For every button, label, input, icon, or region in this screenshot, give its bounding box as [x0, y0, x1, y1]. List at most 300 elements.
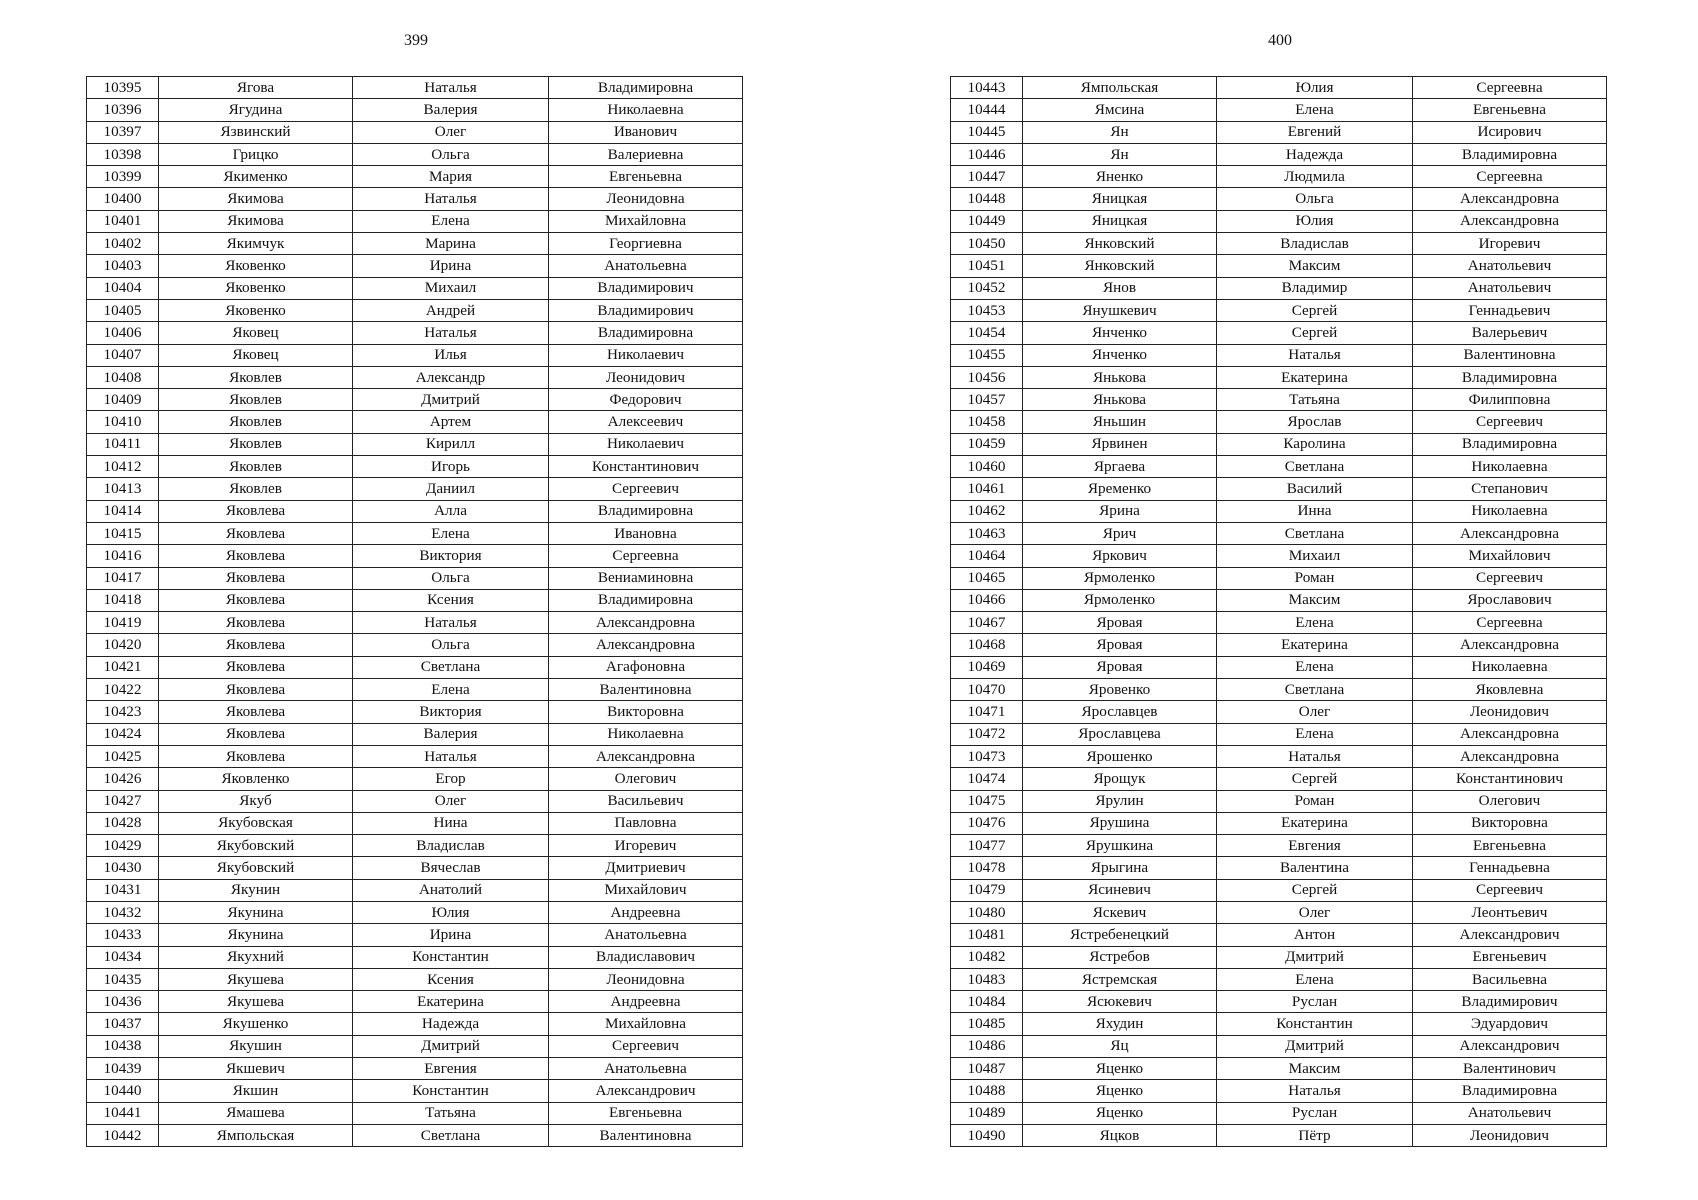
record-number: 10447	[951, 166, 1023, 188]
last-name: Яковлева	[159, 656, 353, 678]
last-name: Янченко	[1023, 322, 1217, 344]
patronymic: Анатольевич	[1413, 255, 1607, 277]
record-number: 10439	[87, 1058, 159, 1080]
patronymic: Александровна	[1413, 210, 1607, 232]
record-number: 10418	[87, 589, 159, 611]
patronymic: Сергеевич	[1413, 567, 1607, 589]
patronymic: Владимировна	[1413, 366, 1607, 388]
patronymic: Иванович	[549, 121, 743, 143]
first-name: Ольга	[1217, 188, 1413, 210]
record-number: 10433	[87, 924, 159, 946]
last-name: Яковлев	[159, 366, 353, 388]
record-number: 10473	[951, 745, 1023, 767]
record-number: 10462	[951, 500, 1023, 522]
table-row	[87, 433, 743, 455]
last-name: Ярославцева	[1023, 723, 1217, 745]
patronymic: Леонидович	[1413, 1124, 1607, 1146]
patronymic: Андреевна	[549, 901, 743, 923]
record-number: 10459	[951, 433, 1023, 455]
table-row	[87, 857, 743, 879]
last-name: Яненко	[1023, 166, 1217, 188]
table-row	[951, 322, 1607, 344]
first-name: Роман	[1217, 790, 1413, 812]
last-name: Якунин	[159, 879, 353, 901]
last-name: Янушкевич	[1023, 299, 1217, 321]
record-number: 10425	[87, 745, 159, 767]
patronymic: Яковлевна	[1413, 679, 1607, 701]
table-row	[87, 812, 743, 834]
first-name: Ксения	[353, 968, 549, 990]
patronymic: Александрович	[1413, 1035, 1607, 1057]
patronymic: Леонтьевич	[1413, 901, 1607, 923]
first-name: Юлия	[353, 901, 549, 923]
patronymic: Вениаминовна	[549, 567, 743, 589]
record-number: 10478	[951, 857, 1023, 879]
patronymic: Александровна	[1413, 745, 1607, 767]
last-name: Ян	[1023, 143, 1217, 165]
last-name: Яргаева	[1023, 456, 1217, 478]
table-row	[951, 835, 1607, 857]
table-row	[951, 299, 1607, 321]
record-number: 10460	[951, 456, 1023, 478]
first-name: Юлия	[1217, 77, 1413, 99]
table-row	[951, 768, 1607, 790]
last-name: Янов	[1023, 277, 1217, 299]
last-name: Яковлева	[159, 545, 353, 567]
first-name: Игорь	[353, 456, 549, 478]
first-name: Наталья	[353, 77, 549, 99]
record-number: 10450	[951, 233, 1023, 255]
first-name: Наталья	[353, 188, 549, 210]
table-row	[87, 545, 743, 567]
last-name: Яковлева	[159, 522, 353, 544]
first-name: Владимир	[1217, 277, 1413, 299]
last-name: Яковенко	[159, 299, 353, 321]
record-number: 10429	[87, 835, 159, 857]
table-row	[87, 723, 743, 745]
table-row	[951, 77, 1607, 99]
table-row	[951, 790, 1607, 812]
patronymic: Анатольевна	[549, 255, 743, 277]
patronymic: Владимирович	[549, 277, 743, 299]
first-name: Елена	[353, 679, 549, 701]
first-name: Сергей	[1217, 299, 1413, 321]
last-name: Якухний	[159, 946, 353, 968]
patronymic: Николаевич	[549, 433, 743, 455]
first-name: Владислав	[1217, 233, 1413, 255]
last-name: Якимчук	[159, 233, 353, 255]
patronymic: Олегович	[1413, 790, 1607, 812]
first-name: Светлана	[1217, 522, 1413, 544]
record-number: 10411	[87, 433, 159, 455]
record-number: 10452	[951, 277, 1023, 299]
page-number-right: 400	[1268, 32, 1292, 49]
table-row	[951, 545, 1607, 567]
first-name: Светлана	[353, 656, 549, 678]
first-name: Елена	[1217, 656, 1413, 678]
last-name: Якимова	[159, 188, 353, 210]
record-number: 10463	[951, 522, 1023, 544]
patronymic: Евгеньевна	[1413, 99, 1607, 121]
first-name: Екатерина	[353, 991, 549, 1013]
patronymic: Александровна	[1413, 188, 1607, 210]
patronymic: Филипповна	[1413, 389, 1607, 411]
patronymic: Анатольевна	[549, 1058, 743, 1080]
last-name: Ярмоленко	[1023, 589, 1217, 611]
patronymic: Алексеевич	[549, 411, 743, 433]
first-name: Юлия	[1217, 210, 1413, 232]
record-number: 10480	[951, 901, 1023, 923]
table-row	[951, 1124, 1607, 1146]
last-name: Ярич	[1023, 522, 1217, 544]
last-name: Яковлев	[159, 411, 353, 433]
table-row	[951, 166, 1607, 188]
record-number: 10446	[951, 143, 1023, 165]
last-name: Ярмоленко	[1023, 567, 1217, 589]
last-name: Ястремская	[1023, 968, 1217, 990]
table-row	[87, 188, 743, 210]
patronymic: Андреевна	[549, 991, 743, 1013]
last-name: Яровенко	[1023, 679, 1217, 701]
record-number: 10442	[87, 1124, 159, 1146]
record-number: 10476	[951, 812, 1023, 834]
last-name: Яцков	[1023, 1124, 1217, 1146]
first-name: Максим	[1217, 1058, 1413, 1080]
patronymic: Васильевна	[1413, 968, 1607, 990]
first-name: Марина	[353, 233, 549, 255]
table-row	[951, 210, 1607, 232]
first-name: Ольга	[353, 567, 549, 589]
last-name: Якубовский	[159, 857, 353, 879]
patronymic: Валентиновна	[549, 679, 743, 701]
patronymic: Николаевна	[1413, 456, 1607, 478]
record-number: 10432	[87, 901, 159, 923]
last-name: Яковленко	[159, 768, 353, 790]
table-row	[87, 299, 743, 321]
last-name: Якшевич	[159, 1058, 353, 1080]
record-number: 10434	[87, 946, 159, 968]
first-name: Ирина	[353, 255, 549, 277]
record-number: 10414	[87, 500, 159, 522]
record-number: 10490	[951, 1124, 1023, 1146]
patronymic: Михайлович	[1413, 545, 1607, 567]
first-name: Олег	[353, 790, 549, 812]
patronymic: Игоревич	[1413, 233, 1607, 255]
patronymic: Валерьевич	[1413, 322, 1607, 344]
last-name: Язвинский	[159, 121, 353, 143]
first-name: Елена	[1217, 968, 1413, 990]
table-row	[87, 389, 743, 411]
first-name: Ксения	[353, 589, 549, 611]
table-row	[951, 924, 1607, 946]
table-row	[951, 522, 1607, 544]
table-row	[951, 589, 1607, 611]
record-number: 10471	[951, 701, 1023, 723]
patronymic: Михайлович	[549, 879, 743, 901]
last-name: Ямсина	[1023, 99, 1217, 121]
patronymic: Сергеевна	[1413, 612, 1607, 634]
patronymic: Владимирович	[1413, 991, 1607, 1013]
last-name: Ярушина	[1023, 812, 1217, 834]
record-number: 10405	[87, 299, 159, 321]
last-name: Ястребенецкий	[1023, 924, 1217, 946]
last-name: Ярощук	[1023, 768, 1217, 790]
patronymic: Сергеевна	[1413, 166, 1607, 188]
table-row	[951, 99, 1607, 121]
record-number: 10445	[951, 121, 1023, 143]
record-number: 10420	[87, 634, 159, 656]
patronymic: Олегович	[549, 768, 743, 790]
first-name: Сергей	[1217, 322, 1413, 344]
table-row	[87, 233, 743, 255]
patronymic: Леонидовна	[549, 188, 743, 210]
patronymic: Эдуардович	[1413, 1013, 1607, 1035]
first-name: Ольга	[353, 634, 549, 656]
table-row	[951, 143, 1607, 165]
patronymic: Владимировна	[549, 500, 743, 522]
first-name: Валентина	[1217, 857, 1413, 879]
table-row	[951, 879, 1607, 901]
first-name: Светлана	[1217, 456, 1413, 478]
first-name: Екатерина	[1217, 366, 1413, 388]
patronymic: Владимировна	[549, 589, 743, 611]
patronymic: Александровна	[1413, 723, 1607, 745]
first-name: Константин	[1217, 1013, 1413, 1035]
record-number: 10410	[87, 411, 159, 433]
last-name: Ястребов	[1023, 946, 1217, 968]
table-row	[87, 77, 743, 99]
table-row	[951, 366, 1607, 388]
patronymic: Николаевна	[549, 723, 743, 745]
register-table-left	[86, 76, 743, 1147]
table-row	[951, 656, 1607, 678]
table-row	[951, 1035, 1607, 1057]
record-number: 10437	[87, 1013, 159, 1035]
record-number: 10468	[951, 634, 1023, 656]
record-number: 10416	[87, 545, 159, 567]
first-name: Дмитрий	[1217, 1035, 1413, 1057]
first-name: Александр	[353, 366, 549, 388]
last-name: Яковлева	[159, 723, 353, 745]
last-name: Ямашева	[159, 1102, 353, 1124]
table-row	[951, 188, 1607, 210]
last-name: Ярулин	[1023, 790, 1217, 812]
table-row	[87, 567, 743, 589]
first-name: Олег	[353, 121, 549, 143]
record-number: 10435	[87, 968, 159, 990]
last-name: Ясиневич	[1023, 879, 1217, 901]
page-number-left: 399	[404, 32, 428, 49]
record-number: 10481	[951, 924, 1023, 946]
record-number: 10489	[951, 1102, 1023, 1124]
record-number: 10444	[951, 99, 1023, 121]
patronymic: Владимирович	[549, 299, 743, 321]
record-number: 10397	[87, 121, 159, 143]
first-name: Надежда	[353, 1013, 549, 1035]
last-name: Грицко	[159, 143, 353, 165]
table-row	[87, 656, 743, 678]
first-name: Наталья	[353, 612, 549, 634]
first-name: Дмитрий	[1217, 946, 1413, 968]
patronymic: Александровна	[549, 745, 743, 767]
patronymic: Валентинович	[1413, 1058, 1607, 1080]
first-name: Максим	[1217, 589, 1413, 611]
first-name: Наталья	[1217, 745, 1413, 767]
patronymic: Георгиевна	[549, 233, 743, 255]
first-name: Кирилл	[353, 433, 549, 455]
table-row	[87, 901, 743, 923]
last-name: Якунина	[159, 924, 353, 946]
last-name: Яковлева	[159, 567, 353, 589]
record-number: 10456	[951, 366, 1023, 388]
last-name: Яхудин	[1023, 1013, 1217, 1035]
patronymic: Евгеньевна	[1413, 835, 1607, 857]
table-row	[951, 701, 1607, 723]
last-name: Якимова	[159, 210, 353, 232]
patronymic: Ярославович	[1413, 589, 1607, 611]
record-number: 10465	[951, 567, 1023, 589]
record-number: 10484	[951, 991, 1023, 1013]
first-name: Светлана	[353, 1124, 549, 1146]
last-name: Ярыгина	[1023, 857, 1217, 879]
table-row	[951, 344, 1607, 366]
patronymic: Николаевна	[1413, 656, 1607, 678]
record-number: 10409	[87, 389, 159, 411]
record-number: 10470	[951, 679, 1023, 701]
first-name: Сергей	[1217, 879, 1413, 901]
record-number: 10482	[951, 946, 1023, 968]
patronymic: Исирович	[1413, 121, 1607, 143]
first-name: Василий	[1217, 478, 1413, 500]
patronymic: Сергеевич	[1413, 879, 1607, 901]
patronymic: Васильевич	[549, 790, 743, 812]
first-name: Михаил	[1217, 545, 1413, 567]
first-name: Сергей	[1217, 768, 1413, 790]
last-name: Якшин	[159, 1080, 353, 1102]
last-name: Яркович	[1023, 545, 1217, 567]
record-number: 10422	[87, 679, 159, 701]
first-name: Константин	[353, 1080, 549, 1102]
last-name: Яковенко	[159, 255, 353, 277]
table-row	[87, 701, 743, 723]
record-number: 10421	[87, 656, 159, 678]
first-name: Наталья	[353, 322, 549, 344]
patronymic: Владимировна	[549, 77, 743, 99]
first-name: Надежда	[1217, 143, 1413, 165]
patronymic: Дмитриевич	[549, 857, 743, 879]
table-row	[87, 946, 743, 968]
patronymic: Анатольевич	[1413, 277, 1607, 299]
first-name: Антон	[1217, 924, 1413, 946]
table-row	[87, 790, 743, 812]
first-name: Максим	[1217, 255, 1413, 277]
table-row	[951, 500, 1607, 522]
last-name: Якубовский	[159, 835, 353, 857]
first-name: Руслан	[1217, 1102, 1413, 1124]
table-row	[951, 121, 1607, 143]
record-number: 10436	[87, 991, 159, 1013]
first-name: Даниил	[353, 478, 549, 500]
table-row	[87, 924, 743, 946]
patronymic: Николаевич	[549, 344, 743, 366]
last-name: Янковский	[1023, 233, 1217, 255]
last-name: Яковец	[159, 322, 353, 344]
patronymic: Валентиновна	[1413, 344, 1607, 366]
first-name: Екатерина	[1217, 634, 1413, 656]
patronymic: Александровна	[1413, 634, 1607, 656]
table-row	[951, 857, 1607, 879]
patronymic: Валентиновна	[549, 1124, 743, 1146]
record-number: 10406	[87, 322, 159, 344]
record-number: 10443	[951, 77, 1023, 99]
first-name: Алла	[353, 500, 549, 522]
record-number: 10467	[951, 612, 1023, 634]
last-name: Янькова	[1023, 389, 1217, 411]
first-name: Дмитрий	[353, 1035, 549, 1057]
patronymic: Геннадьевич	[1413, 299, 1607, 321]
record-number: 10395	[87, 77, 159, 99]
last-name: Яковлева	[159, 500, 353, 522]
table-row	[87, 589, 743, 611]
patronymic: Константинович	[1413, 768, 1607, 790]
record-number: 10466	[951, 589, 1023, 611]
record-number: 10413	[87, 478, 159, 500]
first-name: Елена	[353, 210, 549, 232]
patronymic: Викторовна	[549, 701, 743, 723]
table-row	[951, 991, 1607, 1013]
table-row	[951, 433, 1607, 455]
table-row	[951, 233, 1607, 255]
patronymic: Леонидович	[1413, 701, 1607, 723]
record-number: 10419	[87, 612, 159, 634]
record-number: 10423	[87, 701, 159, 723]
table-row	[87, 478, 743, 500]
last-name: Яковлева	[159, 612, 353, 634]
first-name: Елена	[353, 522, 549, 544]
first-name: Наталья	[1217, 344, 1413, 366]
table-row	[87, 1080, 743, 1102]
last-name: Ярошенко	[1023, 745, 1217, 767]
table-row	[951, 612, 1607, 634]
record-number: 10428	[87, 812, 159, 834]
table-row	[87, 143, 743, 165]
patronymic: Александровна	[549, 612, 743, 634]
table-row	[951, 679, 1607, 701]
table-row	[951, 901, 1607, 923]
last-name: Янковский	[1023, 255, 1217, 277]
last-name: Ягова	[159, 77, 353, 99]
patronymic: Агафоновна	[549, 656, 743, 678]
last-name: Якунина	[159, 901, 353, 923]
table-row	[87, 522, 743, 544]
table-row	[87, 679, 743, 701]
record-number: 10457	[951, 389, 1023, 411]
first-name: Елена	[1217, 723, 1413, 745]
table-row	[951, 634, 1607, 656]
record-number: 10472	[951, 723, 1023, 745]
table-row	[87, 991, 743, 1013]
table-row	[951, 968, 1607, 990]
last-name: Яковенко	[159, 277, 353, 299]
first-name: Людмила	[1217, 166, 1413, 188]
first-name: Артем	[353, 411, 549, 433]
patronymic: Ивановна	[549, 522, 743, 544]
patronymic: Евгеньевна	[549, 1102, 743, 1124]
last-name: Яковлева	[159, 701, 353, 723]
first-name: Владислав	[353, 835, 549, 857]
record-number: 10440	[87, 1080, 159, 1102]
last-name: Яковлев	[159, 389, 353, 411]
